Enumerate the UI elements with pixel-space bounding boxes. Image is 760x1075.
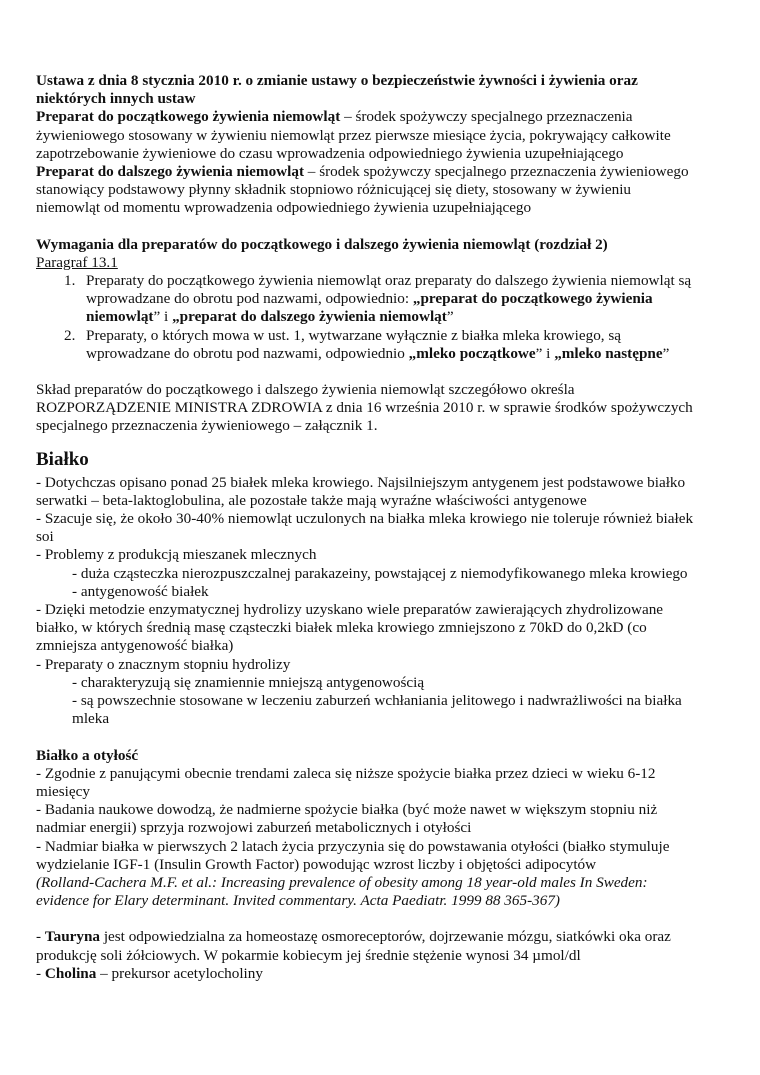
list-item: 1. Preparaty do początkowego żywienia niemowląt oraz preparaty do dalszego żywienia niemowląt są wprowadzane do obrotu pod nazwami, odpowiednio: „preparat do początkowego żywienia niemowląt” i „preparat do dalszego żywienia niemowląt”	[64, 272, 692, 326]
document-body	[36, 72, 696, 983]
definition-follow-on-formula: Preparat do dalszego żywienia niemowląt – środek spożywczy specjalnego przeznaczenia żywieniowego stanowiący podstawowy płynny składnik stopniowo różnicującej się diety, stosowany w żywieniu niemowląt od momentu wprowadzenia odpowiedniego żywienia uzupełniającego	[36, 163, 689, 217]
requirements-title: Wymagania dla preparatów do początkowego i dalszego żywienia niemowląt (rozdział 2)	[36, 235, 608, 253]
list-item: - Dzięki metodzie enzymatycznej hydrolizy uzyskano wiele preparatów zawierających zhydrolizowane białko, w których średnią masę cząsteczki białek mleka krowiego zmniejszono z 70kD do 0,2kD (co zmniejsza antygenowość białka)	[36, 601, 664, 655]
taurine-item: - Tauryna jest odpowiedzialna za homeostazę osmoreceptorów, dojrzewanie mózgu, siatkówki oka oraz produkcję soli żółciowych. W pokarmie kobiecym jej średnie stężenie wynosi 34 µmol/dl	[36, 928, 671, 964]
list-item: - Dotychczas opisano ponad 25 białek mleka krowiego. Najsilniejszym antygenem jest podstawowe białko serwatki – beta-laktoglobulina, ale pozostałe także mają wyraźne właściwości antygenowe	[36, 473, 686, 509]
list-item: - Nadmiar białka w pierwszych 2 latach życia przyczynia się do powstawania otyłości (białko stymuluje wydzielanie IGF-1 (Insulin Growth Factor) powodując wzrost liczby i objętości adipocytów	[36, 837, 670, 873]
law-title: Ustawa z dnia 8 stycznia 2010 r. o zmianie ustawy o bezpieczeństwie żywności i żywienia oraz niektórych innych ustaw	[36, 72, 638, 108]
protein-heading: Białko	[36, 448, 89, 470]
list-item: - Badania naukowe dowodzą, że nadmierne spożycie białka (być może nawet w większym stopniu niż nadmiar energii) sprzyja rozwojowi zaburzeń metabolicznych i otyłości	[36, 801, 658, 837]
list-subitem: - są powszechnie stosowane w leczeniu zaburzeń wchłaniania jelitowego i nadwrażliwości na białka mleka	[72, 692, 682, 728]
requirements-list	[36, 272, 696, 363]
paragraph-label: Paragraf 13.1	[36, 253, 118, 271]
list-item: 2. Preparaty, o których mowa w ust. 1, wytwarzane wyłącznie z białka mleka krowiego, są wprowadzane do obrotu pod nazwami, odpowiednio „mleko początkowe” i „mleko następne”	[64, 326, 670, 362]
list-item: - Zgodnie z panującymi obecnie trendami zaleca się niższe spożycie białka przez dzieci w wieku 6-12 miesięcy	[36, 764, 656, 800]
list-subitem: - antygenowość białek	[72, 582, 209, 600]
definition-starter-formula: Preparat do początkowego żywienia niemowląt – środek spożywczy specjalnego przeznaczenia żywieniowego stosowany w żywieniu niemowląt przez pierwsze miesiące życia, pokrywający całkowite zapotrzebowanie żywieniowe do czasu wprowadzenia odpowiedniego żywienia uzupełniającego	[36, 108, 671, 162]
choline-item: - Cholina – prekursor acetylocholiny	[36, 964, 263, 982]
list-item: - Szacuje się, że około 30-40% niemowląt uczulonych na białka mleka krowiego nie toleruje również białek soi	[36, 510, 694, 546]
list-item: - Preparaty o znacznym stopniu hydrolizy	[36, 655, 291, 673]
list-item: - Problemy z produkcją mieszanek mlecznych	[36, 546, 317, 564]
composition-text: Skład preparatów do początkowego i dalszego żywienia niemowląt szczegółowo określa ROZPORZĄDZENIE MINISTRA ZDROWIA z dnia 16 września 2010 r. w sprawie środków spożywczych specjalnego przeznaczenia żywieniowego – załącznik 1.	[36, 381, 693, 435]
list-subitem: - charakteryzują się znamiennie mniejszą antygenowością	[72, 673, 425, 691]
list-subitem: - duża cząsteczka nierozpuszczalnej parakazeiny, powstającej z niemodyfikowanego mleka krowiego	[72, 564, 688, 582]
citation: (Rolland-Cachera M.F. et al.: Increasing prevalence of obesity among 18 year-old males In Sweden: evidence for Elary determinant. Invited commentary. Acta Paediatr. 1999 88 365-367)	[36, 873, 648, 910]
obesity-heading: Białko a otyłość	[36, 746, 139, 764]
